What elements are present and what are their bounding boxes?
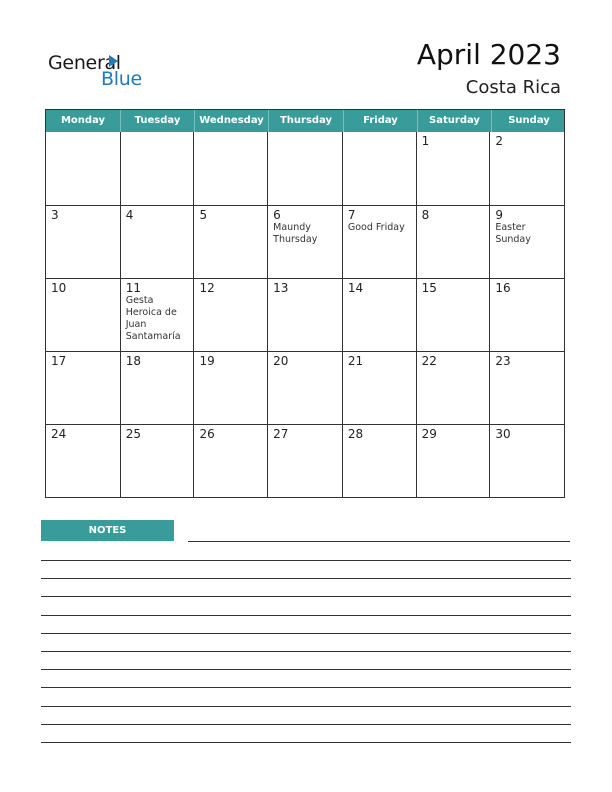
weekday-tuesday: Tuesday [121,110,195,132]
weekday-friday: Friday [344,110,418,132]
holiday-label: Good Friday [347,222,405,233]
week-row [46,132,564,205]
day-number: 17 [51,354,67,368]
day-cell[interactable] [194,206,268,278]
day-number: 14 [347,281,364,295]
day-cell[interactable] [46,425,121,497]
notes-line [41,651,571,652]
day-cell[interactable] [343,279,417,351]
notes-line [41,578,571,579]
day-number: 21 [347,354,364,368]
country-subtitle: Costa Rica [465,77,561,98]
day-number: 3 [51,208,59,222]
weekday-header-row [46,110,564,132]
notes-line [188,541,570,542]
day-cell[interactable] [268,425,343,497]
logo-word-general: General [48,52,121,74]
notes-line [41,724,571,725]
weekday-saturday: Saturday [418,110,492,132]
day-cell[interactable] [343,425,417,497]
day-cell[interactable] [46,279,121,351]
day-cell[interactable] [121,132,195,205]
day-number: 18 [125,354,141,368]
day-number: 16 [495,281,511,295]
weekday-wednesday: Wednesday [195,110,269,132]
day-number: 12 [199,281,215,295]
day-cell[interactable] [343,352,417,424]
weekday-thursday: Thursday [269,110,344,132]
day-number: 28 [347,427,364,441]
day-cell[interactable] [268,206,343,278]
day-cell[interactable] [268,352,343,424]
page-title: April 2023 [416,38,561,71]
day-number: 4 [125,208,134,222]
day-number: 20 [273,354,289,368]
notes-line [41,742,571,743]
logo-flag-icon [109,55,118,67]
notes-line [41,669,571,670]
day-number: 11 [125,281,141,295]
weekday-sunday: Sunday [508,115,550,126]
week-row [46,278,564,351]
day-cell[interactable] [490,206,564,278]
day-number: 7 [347,208,356,222]
day-cell[interactable] [490,425,564,497]
logo-word-blue: Blue [101,68,142,90]
day-cell[interactable] [121,352,195,424]
holiday-label: Gesta Heroica de Juan Santamaría [125,295,181,342]
day-cell[interactable] [121,279,195,351]
day-number: 26 [199,427,215,441]
notes-line [41,596,571,597]
notes-line [41,560,571,561]
day-number: 29 [421,427,437,441]
day-number: 1 [421,134,430,148]
day-number: 30 [495,427,511,441]
day-cell[interactable] [194,132,268,205]
day-number: 27 [273,427,289,441]
logo [48,52,158,92]
day-number: 9 [495,208,503,222]
notes-line [41,706,571,707]
day-number: 5 [199,208,208,222]
week-row [46,424,564,497]
day-number: 25 [125,427,141,441]
week-row [46,351,564,424]
week-row [46,205,564,278]
day-cell[interactable] [194,352,268,424]
day-cell[interactable] [194,279,268,351]
day-cell[interactable] [490,352,564,424]
day-cell[interactable] [490,132,564,205]
day-number: 23 [495,354,511,368]
day-number: 2 [495,134,503,148]
day-number: 24 [51,427,67,441]
day-cell[interactable] [417,425,491,497]
day-number: 8 [421,208,430,222]
day-cell[interactable] [417,132,491,205]
day-cell[interactable] [343,206,417,278]
day-cell[interactable] [343,132,417,205]
day-number: 19 [199,354,215,368]
day-number: 22 [421,354,437,368]
calendar-weeks [46,132,564,497]
notes-line [41,687,571,688]
notes-line [41,615,571,616]
day-cell[interactable] [46,132,121,205]
day-number: 15 [421,281,437,295]
day-cell[interactable] [268,279,343,351]
notes-line [41,633,571,634]
day-cell[interactable] [121,425,195,497]
day-cell[interactable] [490,279,564,351]
holiday-label: Easter Sunday [495,222,531,245]
day-cell[interactable] [417,279,491,351]
day-cell[interactable] [46,352,121,424]
holiday-label: Maundy Thursday [273,222,318,245]
day-cell[interactable] [194,425,268,497]
day-cell[interactable] [417,206,491,278]
calendar-grid [45,109,565,498]
day-cell[interactable] [268,132,343,205]
weekday-monday: Monday [46,110,121,132]
day-number: 13 [273,281,289,295]
day-cell[interactable] [121,206,195,278]
notes-label: NOTES [41,520,174,541]
day-number: 6 [273,208,281,222]
day-cell[interactable] [417,352,491,424]
day-number: 10 [51,281,67,295]
day-cell[interactable] [46,206,121,278]
